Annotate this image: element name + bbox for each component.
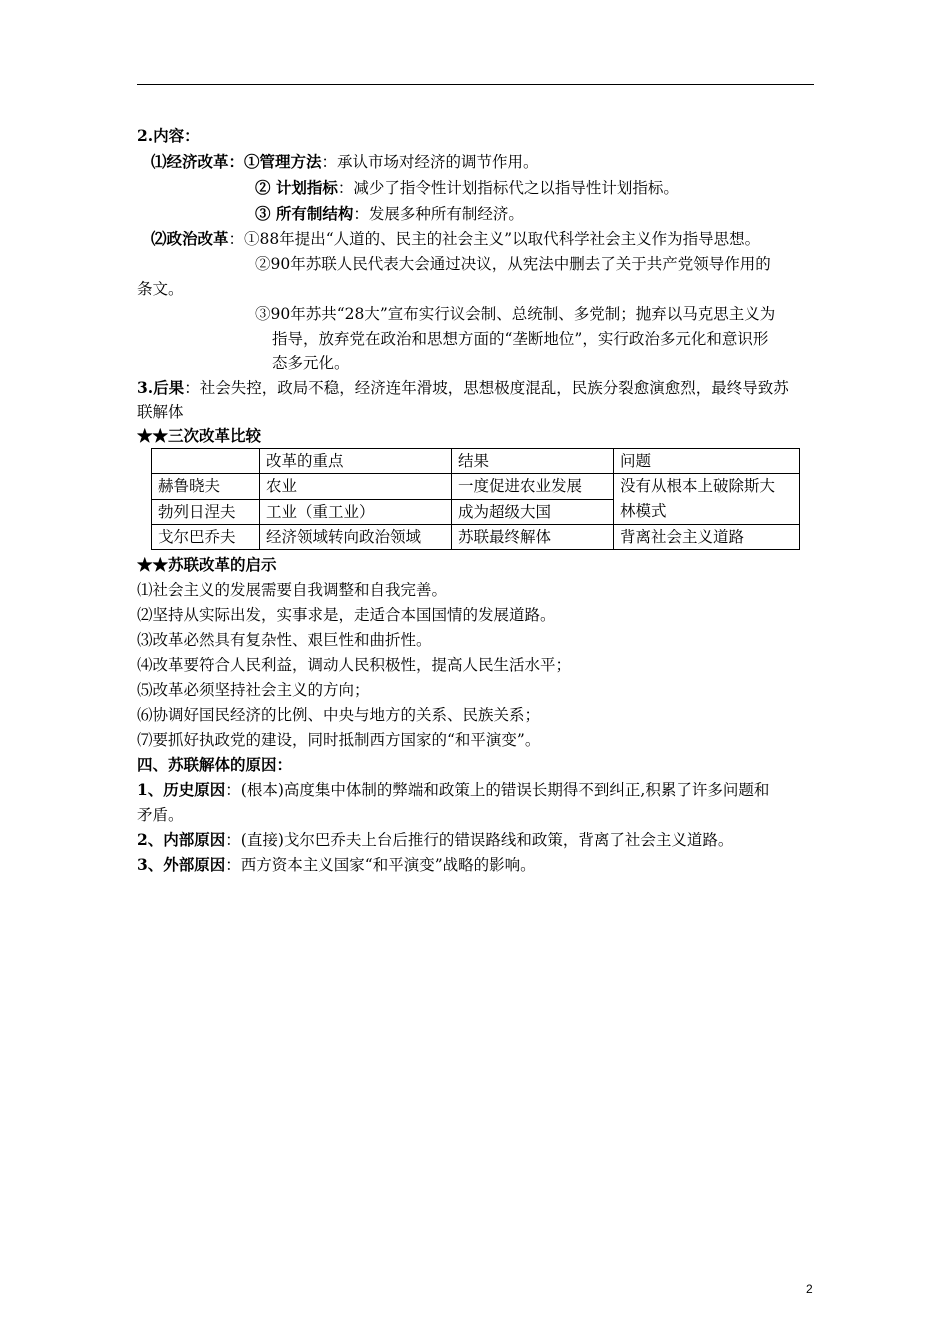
table-cell-focus: 农业 [260,474,452,500]
pol-item-3-a: ③90年苏共“28大”宣布实行议会制、总统制、多党制；抛弃以马克思主义为 [255,305,776,323]
econ-item-1-label: ①管理方法 [244,152,322,171]
table-cell-result: 成为超级大国 [452,499,614,525]
table-header-row [152,449,800,474]
table-row [152,525,800,550]
result-text-b: 联解体 [137,403,184,421]
econ-reform-line-2 [255,178,679,198]
cause-2-text: ：(直接)戈尔巴乔夫上台后推行的错误路线和政策，背离了社会主义道路。 [225,831,734,849]
table-header-cell: 改革的重点 [260,449,452,474]
table-cell-leader: 赫鲁晓夫 [152,474,260,500]
pol-item-2-a: ②90年苏联人民代表大会通过决议，从宪法中删去了关于共产党领导作用的 [255,255,771,273]
table-header-cell [152,449,260,474]
lesson-item: ⑺要抓好执政党的建设，同时抵制西方国家的“和平演变”。 [137,731,541,749]
cause-3-text: ：西方资本主义国家“和平演变”战略的影响。 [225,856,536,874]
cause-3-label: 3、外部原因 [137,855,226,874]
cause-1-text-a: ：(根本)高度集中体制的弊端和政策上的错误长期得不到纠正,积累了许多问题和 [225,781,770,799]
pol-reform-label: ⑵政治改革 [151,229,229,248]
lesson-item: ⑸改革必须坚持社会主义的方向； [137,681,370,699]
comparison-table [151,448,800,550]
pol-item-2-b: 条文。 [137,280,184,298]
table-cell-focus: 经济领域转向政治领域 [260,525,452,550]
cause-1-text-b: 矛盾。 [137,806,184,824]
lessons-title: ★★苏联改革的启示 [137,555,277,574]
econ-item-1-text: ：承认市场对经济的调节作用。 [321,153,539,171]
table-cell-focus: 工业（重工业） [260,499,452,525]
table-cell-leader: 勃列日涅夫 [152,499,260,525]
econ-item-2-text: ：减少了指令性计划指标代之以指导性计划指标。 [337,179,679,197]
table-row [152,474,800,500]
pol-item-3-b: 指导，放弃党在政治和思想方面的“垄断地位”，实行政治多元化和意识形 [272,330,769,348]
pol-reform-line-1 [151,229,760,249]
lesson-item: ⑶改革必然具有复杂性、艰巨性和曲折性。 [137,631,432,649]
lesson-item: ⑴社会主义的发展需要自我调整和自我完善。 [137,581,448,599]
lesson-item: ⑷改革要符合人民利益，调动人民积极性，提高人民生活水平； [137,656,572,674]
econ-reform-line-3 [255,204,524,224]
econ-item-3-text: ：发展多种所有制经济。 [353,205,524,223]
cause-1-label: 1、历史原因 [137,780,226,799]
pol-item-1: ：①88年提出“人道的、民主的社会主义”以取代科学社会主义作为指导思想。 [228,230,761,248]
causes-title: 四、苏联解体的原因： [137,755,293,774]
page-number: 2 [806,1282,813,1296]
content-heading: 2.内容： [137,126,200,145]
table-cell-problem: 背离社会主义道路 [614,525,800,550]
table-cell-result: 一度促进农业发展 [452,474,614,500]
lesson-item: ⑹协调好国民经济的比例、中央与地方的关系、民族关系； [137,706,541,724]
table-cell-result: 苏联最终解体 [452,525,614,550]
econ-reform-line-1 [151,152,539,172]
result-text-a: ：社会失控，政局不稳，经济连年滑坡，思想极度混乱，民族分裂愈演愈烈，最终导致苏 [184,379,789,397]
table-header-cell: 结果 [452,449,614,474]
lesson-item: ⑵坚持从实际出发，实事求是，走适合本国国情的发展道路。 [137,606,556,624]
header-rule [137,84,814,85]
cause-2-label: 2、内部原因 [137,830,226,849]
result-line-1 [137,378,789,398]
cause-2-line [137,830,733,850]
result-label: 3.后果 [137,378,185,397]
table-cell-shared-problem [614,474,800,525]
cause-1-line-1 [137,780,769,800]
econ-reform-label: ⑴经济改革： [151,152,245,171]
table-header-cell: 问题 [614,449,800,474]
comparison-title: ★★三次改革比较 [137,426,262,445]
econ-item-2-label: ② 计划指标 [255,178,338,197]
shared-problem-line-1: 没有从根本上破除斯大 [620,477,776,495]
pol-item-3-c: 态多元化。 [272,354,350,372]
cause-3-line [137,855,536,875]
econ-item-3-label: ③ 所有制结构 [255,204,354,223]
table-cell-leader: 戈尔巴乔夫 [152,525,260,550]
shared-problem-line-2: 林模式 [620,502,667,520]
